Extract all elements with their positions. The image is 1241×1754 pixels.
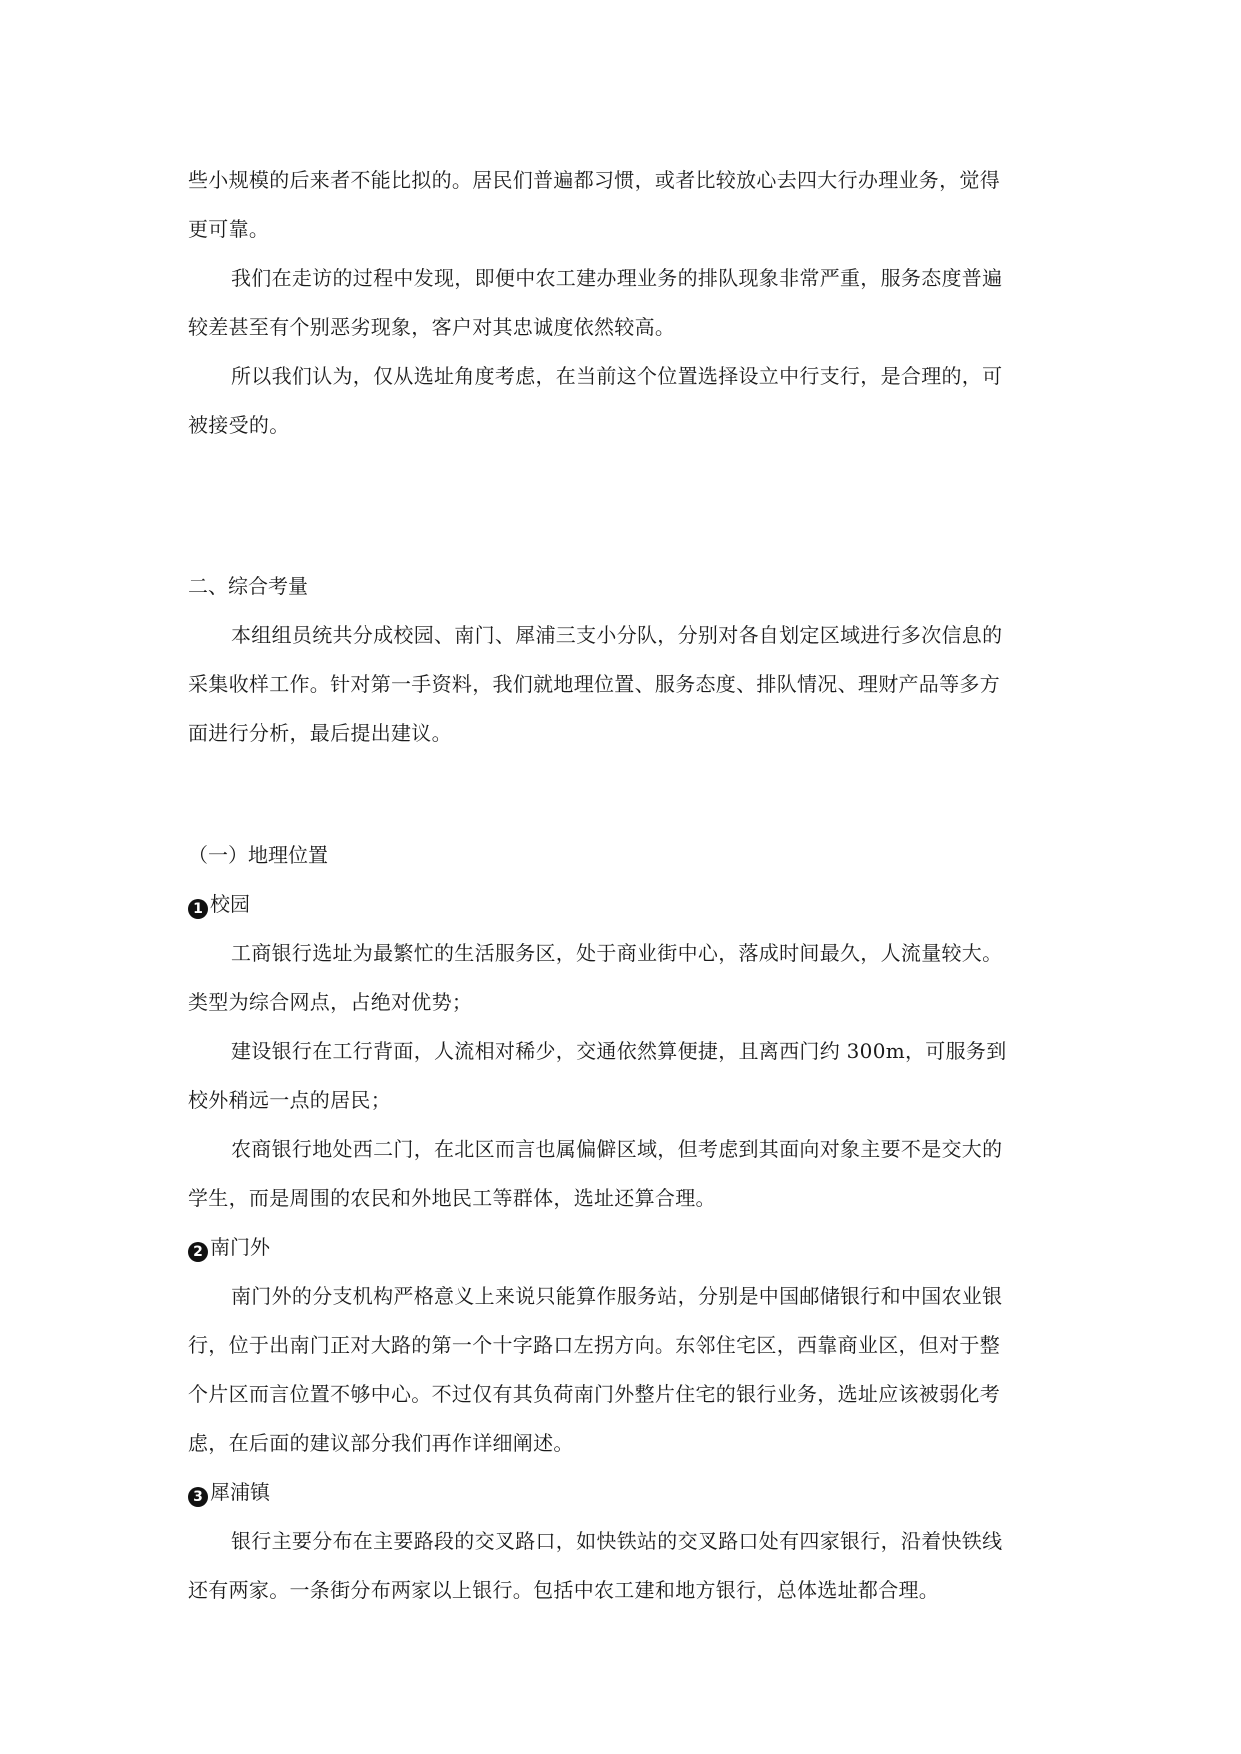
spacer: [188, 758, 1054, 831]
number-2-icon: 2: [188, 1242, 208, 1262]
subsection-heading: （一）地理位置: [188, 843, 328, 867]
paragraph-line: 较差甚至有个别恶劣现象，客户对其忠诚度依然较高。: [188, 315, 676, 339]
paragraph-line: 虑，在后面的建议部分我们再作详细阐述。: [188, 1431, 574, 1455]
paragraph-line: 面进行分析，最后提出建议。: [188, 721, 452, 745]
paragraph-line: 个片区而言位置不够中心。不过仅有其负荷南门外整片住宅的银行业务，选址应该被弱化考: [188, 1382, 1000, 1406]
paragraph-line: 学生，而是周围的农民和外地民工等群体，选址还算合理。: [188, 1186, 716, 1210]
paragraph-line: 类型为综合网点，占绝对优势；: [188, 990, 473, 1014]
paragraph-line: 工商银行选址为最繁忙的生活服务区，处于商业街中心，落成时间最久，人流量较大。: [231, 941, 1003, 965]
paragraph-line: 些小规模的后来者不能比拟的。居民们普遍都习惯，或者比较放心去四大行办理业务，觉得: [188, 168, 1000, 192]
paragraph-line: 建设银行在工行背面，人流相对稀少，交通依然算便捷，且离西门约 300m，可服务到: [231, 1039, 1007, 1063]
paragraph-line: 所以我们认为，仅从选址角度考虑，在当前这个位置选择设立中行支行，是合理的，可: [231, 364, 1003, 388]
paragraph-2: [188, 254, 1054, 352]
paragraph-line: 我们在走访的过程中发现，即便中农工建办理业务的排队现象非常严重，服务态度普遍: [231, 266, 1003, 290]
paragraph-line: 本组组员统共分成校园、南门、犀浦三支小分队，分别对各自划定区域进行多次信息的: [231, 623, 1003, 647]
paragraph-line: 行，位于出南门正对大路的第一个十字路口左拐方向。东邻住宅区，西靠商业区，但对于整: [188, 1333, 1000, 1357]
paragraph-line: 被接受的。: [188, 413, 290, 437]
item-heading-campus: [188, 880, 1054, 929]
paragraph-line: 校外稍远一点的居民；: [188, 1088, 391, 1112]
number-1-icon: 1: [188, 899, 208, 919]
document-body: [188, 156, 1054, 1615]
paragraph-line: 农商银行地处西二门，在北区而言也属偏僻区域，但考虑到其面向对象主要不是交大的: [231, 1137, 1003, 1161]
paragraph-1: [188, 156, 1054, 254]
section-heading: 二、综合考量: [188, 574, 308, 598]
paragraph-line: 更可靠。: [188, 217, 270, 241]
item-heading-south-gate: [188, 1223, 1054, 1272]
section-comprehensive: [188, 562, 1054, 758]
item-title: 犀浦镇: [210, 1480, 270, 1504]
spacer: [188, 450, 1054, 562]
subsection-geography: [188, 831, 1054, 1615]
paragraph-3: [188, 352, 1054, 450]
paragraph-line: 采集收样工作。针对第一手资料，我们就地理位置、服务态度、排队情况、理财产品等多方: [188, 672, 1000, 696]
item-title: 南门外: [210, 1235, 270, 1259]
item-heading-xipu: [188, 1468, 1054, 1517]
paragraph-line: 还有两家。一条街分布两家以上银行。包括中农工建和地方银行，总体选址都合理。: [188, 1578, 940, 1602]
number-3-icon: 3: [188, 1487, 208, 1507]
paragraph-line: 银行主要分布在主要路段的交叉路口，如快铁站的交叉路口处有四家银行，沿着快铁线: [231, 1529, 1003, 1553]
item-title: 校园: [210, 892, 250, 916]
paragraph-line: 南门外的分支机构严格意义上来说只能算作服务站，分别是中国邮储银行和中国农业银: [231, 1284, 1003, 1308]
